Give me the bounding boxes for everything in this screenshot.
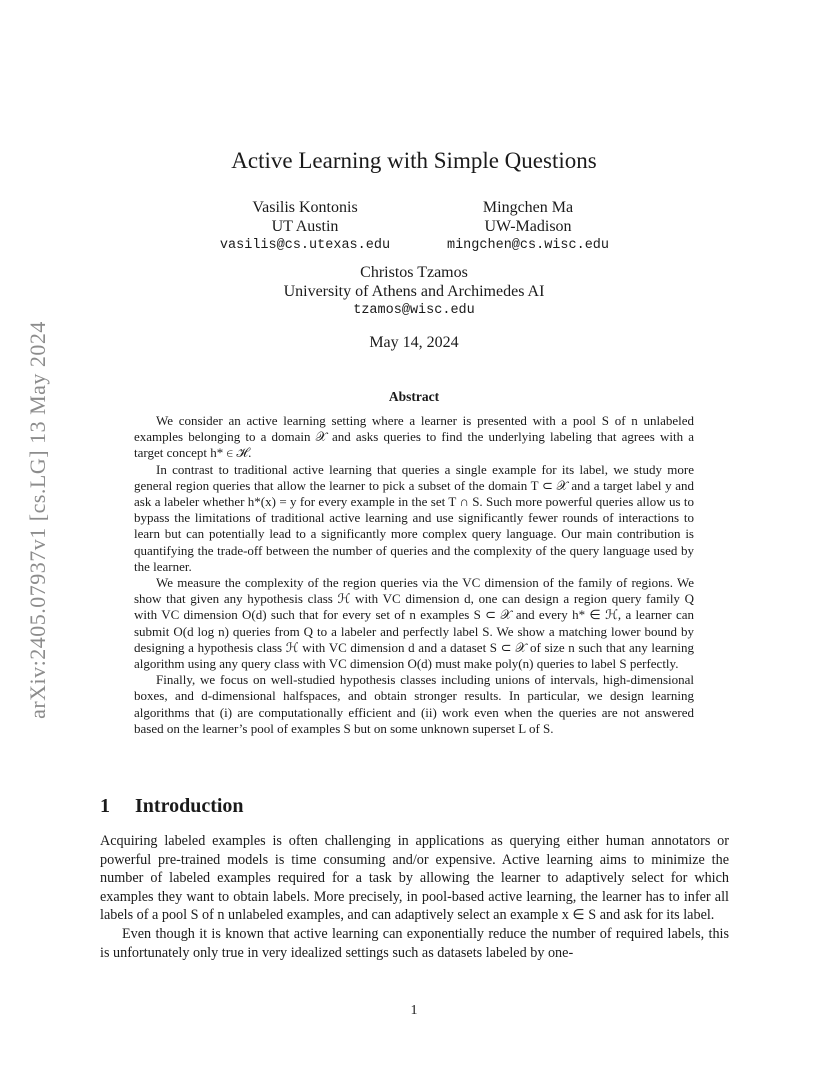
arxiv-identifier: arXiv:2405.07937v1 [cs.LG] 13 May 2024 bbox=[25, 321, 50, 719]
author-affiliation: University of Athens and Archimedes AI bbox=[283, 283, 545, 300]
author-email: vasilis@cs.utexas.edu bbox=[219, 238, 391, 253]
abstract-body bbox=[134, 413, 694, 737]
section-number: 1 bbox=[100, 795, 110, 817]
abstract-paragraph: We measure the complexity of the region queries via the VC dimension of the family of regions. We show that given any hypothesis class ℋ with VC dimension d, one can design a region query family Q with VC dimension O(d) such that for every set of n examples S ⊂ 𝒳 and every h* ∈ ℋ, a learner can submit O(d log n) queries from Q to a labeler and perfectly label S. We show a matching lower bound by designing a hypothesis class ℋ with VC dimension d and a dataset S ⊂ 𝒳 of size n such that any learning algorithm using any query class with VC dimension O(d) must make poly(n) queries to label S perfectly. bbox=[134, 575, 694, 672]
section-heading bbox=[100, 795, 728, 818]
author-block-1 bbox=[195, 198, 415, 255]
paper-title: Active Learning with Simple Questions bbox=[231, 148, 597, 173]
abstract-heading: Abstract bbox=[388, 389, 440, 404]
author-affiliation: UT Austin bbox=[271, 218, 339, 235]
author-affiliation: UW-Madison bbox=[484, 218, 572, 235]
arxiv-sidebar bbox=[18, 270, 58, 770]
author-name: Christos Tzamos bbox=[360, 264, 468, 281]
author-email: mingchen@cs.wisc.edu bbox=[446, 238, 610, 253]
author-block-3 bbox=[214, 263, 614, 320]
page-number: 1 bbox=[410, 1003, 418, 1018]
abstract-paragraph: In contrast to traditional active learning that queries a single example for its label, we study more general region queries that allow the learner to pick a subset of the domain T ⊂ 𝒳 and a target label y and ask a labeler whether h*(x) = y for every example in the set T ∩ S. Such more powerful queries allow us to bypass the limitations of traditional active learning and use significantly fewer rounds of interactions to learn but can potentially lead to a significantly more complex query language. Our main contribution is quantifying the trade-off between the number of queries and the complexity of the query language used by the learner. bbox=[134, 461, 694, 574]
author-name: Mingchen Ma bbox=[482, 199, 574, 216]
abstract-paragraph: We consider an active learning setting where a learner is presented with a pool S of n unlabeled examples belonging to a domain 𝒳 and asks queries to find the underlying labeling that agrees with a target concept h* ∈ ℋ. bbox=[134, 413, 694, 461]
author-block-2 bbox=[418, 198, 638, 255]
intro-paragraph: Even though it is known that active learning can exponentially reduce the number of required labels, this is unfortunately only true in very idealized settings such as datasets labeled by one- bbox=[100, 925, 729, 961]
introduction-body bbox=[100, 832, 729, 962]
publication-date: May 14, 2024 bbox=[369, 334, 459, 351]
abstract-paragraph: Finally, we focus on well-studied hypothesis classes including unions of intervals, high-dimensional boxes, and d-dimensional halfspaces, and obtain stronger results. In particular, we design learning algorithms that (i) are computationally efficient and (ii) work even when the queries are not answered based on the learner’s pool of examples S but on some unknown superset L of S. bbox=[134, 672, 694, 736]
author-name: Vasilis Kontonis bbox=[252, 199, 358, 216]
intro-paragraph: Acquiring labeled examples is often challenging in applications as querying either human annotators or powerful pre-trained models is time consuming and/or expensive. Active learning aims to minimize the number of labeled examples required for a task by allowing the learner to adaptively select for which examples they want to obtain labels. More precisely, in pool-based active learning, the learner has to infer all labels of a pool S of n unlabeled examples, and can adaptively select an example x ∈ S and ask for its label. bbox=[100, 833, 729, 924]
section-title: Introduction bbox=[135, 795, 244, 817]
author-email: tzamos@wisc.edu bbox=[353, 303, 475, 318]
